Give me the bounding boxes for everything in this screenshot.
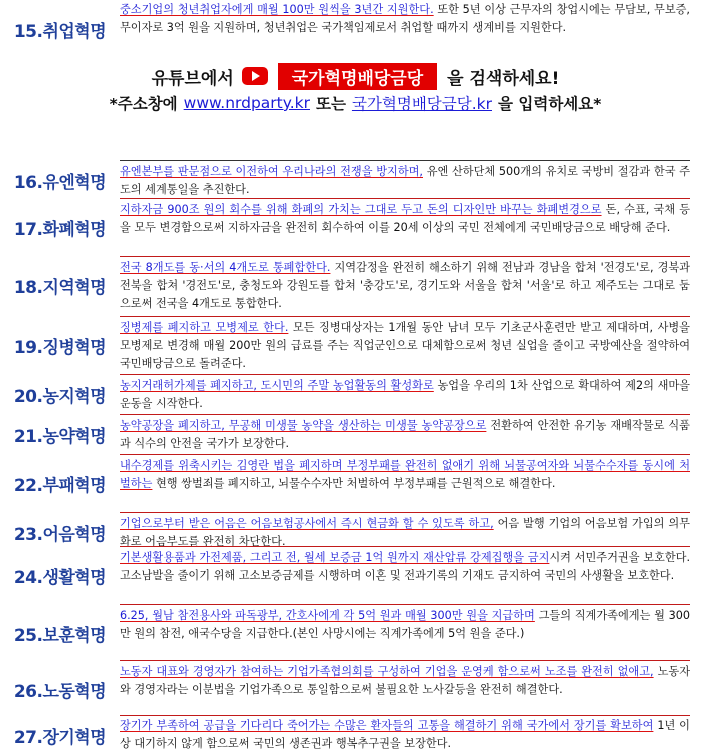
- youtube-icon: [242, 67, 268, 85]
- section-25: [0, 606, 711, 660]
- section-highlight: 중소기업의 청년취업자에게 매월 100만 원씩을 3년간 지원한다.: [120, 3, 434, 16]
- section-text: [120, 548, 690, 602]
- section-title: 17.화폐혁명: [13, 219, 107, 240]
- section-text: [120, 514, 690, 550]
- section-title: 18.지역혁명: [13, 277, 107, 298]
- divider: [120, 256, 690, 257]
- divider: [120, 198, 690, 199]
- divider: [120, 512, 690, 513]
- section-body: 유엔 산하단체 500개의 유치로 국방비 절감과 한국 주도의 세계통일을 추진한다.: [120, 165, 691, 196]
- address-suffix: 을 입력하세요*: [498, 95, 602, 113]
- search-term-box: 국가혁명배당금당: [278, 63, 437, 90]
- section-22: [0, 456, 711, 510]
- section-highlight: 농지거래허가제를 폐지하고, 도시민의 주말 농업활동의 활성화로: [120, 379, 434, 392]
- section-highlight: 농약공장을 폐지하고, 무공해 미생물 농약을 생산하는 미생물 농약공장으로: [120, 419, 487, 432]
- section-title: 20.농지혁명: [13, 386, 107, 407]
- section-title: 21.농약혁명: [13, 426, 107, 447]
- section-title: 16.유엔혁명: [13, 172, 107, 193]
- section-16: [0, 162, 711, 198]
- section-title: 25.보훈혁명: [13, 625, 107, 646]
- section-body: 지역감정을 완전히 해소하기 위해 전남과 경남을 합쳐 '전경도'로, 경북과 전북을 합쳐 '경전도'로, 충청도와 강원도를 합쳐 '충강도'로, 경기도와 서울을 합쳐 '서울'로 하고 제주도는 그대로 둠으로써 전국을 4개도로 통합한다.: [120, 261, 690, 310]
- youtube-promo: [0, 62, 711, 90]
- section-body: 또한 5년 이상 근무자의 창업시에는 무담보, 무보증, 무이자로 3억 원을 지원하며, 청년취업은 국가책임제로서 취업할 때까지 생계비를 지원한다.: [120, 3, 690, 34]
- section-highlight: 노동자 대표와 경영자가 참여하는 기업가족협의회를 구성하여 기업을 운영케 함으로써 노조를 완전히 없애고,: [120, 665, 654, 678]
- section-21: [0, 416, 711, 452]
- section-18: [0, 258, 711, 312]
- divider: [120, 604, 690, 605]
- address-prefix: *주소창에: [109, 95, 178, 113]
- section-15: [0, 0, 711, 58]
- section-text: [120, 200, 690, 254]
- section-title: 22.부패혁명: [13, 475, 107, 496]
- section-23: [0, 514, 711, 550]
- section-title: 23.어음혁명: [13, 524, 107, 545]
- divider: [120, 454, 690, 455]
- section-24: [0, 548, 711, 602]
- section-title: 24.생활혁명: [13, 567, 107, 588]
- section-27: [0, 716, 711, 754]
- section-body: 모든 징병대상자는 1개월 동안 남녀 모두 기초군사훈련만 받고 제대하며, 사병을 모병제로 변경해 매월 200만 원의 급료를 주는 직업군인으로 대체함으로써 청년 실업을 줄이고 국방예산을 절약하여 국민배당금으로 돌려준다.: [120, 321, 690, 370]
- divider: [120, 374, 690, 375]
- section-title: 15.취업혁명: [13, 21, 107, 42]
- section-body: 그들의 직계가족에게는 월 300만 원의 참전, 애국수당을 지급한다.(본인 사망시에는 직계가족에게 5억 원을 준다.): [120, 609, 690, 640]
- section-text: [120, 416, 690, 452]
- section-highlight: 전국 8개도를 동·서의 4개도로 통폐합한다.: [120, 261, 331, 274]
- website-link[interactable]: www.nrdparty.kr: [183, 94, 310, 112]
- section-text: [120, 716, 690, 754]
- section-body: 1년 이상 대기하지 않게 함으로써 국민의 생존권과 행복추구권을 보장한다.: [120, 719, 690, 750]
- section-text: [120, 258, 690, 312]
- section-text: [120, 318, 690, 372]
- address-promo: [0, 91, 711, 115]
- section-body: 현행 쌍벌죄를 폐지하고, 뇌물수수자만 처벌하여 부정부패를 근원적으로 해결한다.: [152, 477, 556, 490]
- section-highlight: 기본생활용품과 가전제품, 그리고 전, 월세 보증금 1억 원까지 재산압류 강제집행을 금지: [120, 551, 550, 564]
- section-highlight: 지하자금 900조 원의 회수를 위해 화폐의 가치는 그대로 두고 돈의 디자인만 바꾸는 화폐변경으로: [120, 203, 602, 216]
- section-text: [120, 662, 690, 716]
- section-title: 26.노동혁명: [13, 681, 107, 702]
- divider: [120, 316, 690, 317]
- section-body: 농업을 우리의 1차 산업으로 확대하여 제2의 새마을운동을 시작한다.: [120, 379, 690, 410]
- section-highlight: 유엔본부를 판문점으로 이전하여 우리나라의 전쟁을 방지하며,: [120, 165, 423, 178]
- section-19: [0, 318, 711, 372]
- section-body: 전환하여 안전한 유기농 재배작물로 식품과 식수의 안전을 국가가 보장한다.: [120, 419, 690, 450]
- section-26: [0, 662, 711, 716]
- section-highlight: 징병제를 폐지하고 모병제로 한다.: [120, 321, 289, 334]
- section-title: 27.장기혁명: [13, 727, 107, 748]
- korean-domain-link[interactable]: 국가혁명배당금당.kr: [351, 95, 492, 113]
- youtube-prefix: 유튜브에서: [151, 68, 234, 89]
- section-body: 어음 발행 기업의 어음보험 가입의 의무화로 어음부도를 완전히 차단한다.: [120, 517, 690, 548]
- section-text: [120, 606, 690, 660]
- section-17: [0, 200, 711, 254]
- section-text: [120, 162, 690, 198]
- divider: [120, 414, 690, 415]
- section-body: 노동자와 경영자라는 이분법을 기업가족으로 통일함으로써 불필요한 노사갈등을 완전히 해결한다.: [120, 665, 691, 696]
- section-title: 19.징병혁명: [13, 337, 107, 358]
- section-text: [120, 376, 690, 412]
- or-text: 또는: [315, 95, 346, 113]
- divider: [120, 660, 690, 661]
- section-text: [120, 0, 690, 58]
- section-20: [0, 376, 711, 412]
- section-highlight: 장기가 부족하여 공급을 기다리다 죽어가는 수많은 환자들의 고통을 해결하기 위해 국가에서 장기를 확보하여: [120, 719, 654, 732]
- section-highlight: 내수경제를 위축시키는 김영란 법을 폐지하며 부정부패를 완전히 없애기 위해 뇌물공여자와 뇌물수수자를 동시에 처벌하는: [120, 459, 690, 490]
- section-highlight: 기업으로부터 받은 어음은 어음보험공사에서 즉시 현금화 할 수 있도록 하고,: [120, 517, 494, 530]
- section-body: 시켜 서민주거권을 보호한다. 고소남발을 줄이기 위해 고소보증금제를 시행하며 이혼 및 전과기록의 기재도 금지하여 국민의 사생활을 보호한다.: [120, 551, 690, 582]
- divider: [120, 546, 690, 547]
- section-body: 돈, 수표, 국채 등을 모두 변경함으로써 지하자금을 완전히 회수하여 이를 20세 이상의 국민 전체에게 국민배당금으로 배당해 준다.: [120, 203, 691, 234]
- divider: [120, 160, 690, 161]
- section-highlight: 6.25, 월남 참전용사와 파독광부, 간호사에게 각 5억 원과 매월 300만 원을 지급하며: [120, 609, 535, 622]
- section-text: [120, 456, 690, 510]
- youtube-suffix: 을 검색하세요!: [447, 68, 560, 89]
